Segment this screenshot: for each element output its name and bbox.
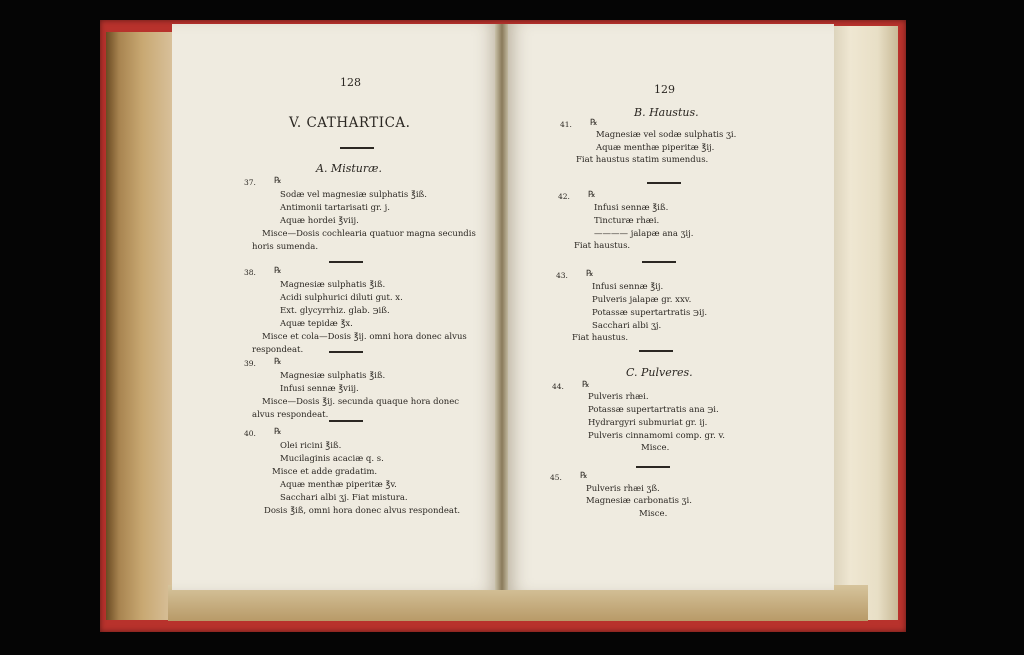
- ingredient-line: Aquæ hordei ℥viij.: [280, 216, 359, 226]
- divider: [329, 261, 363, 263]
- section-heading: C. Pulveres.: [626, 366, 693, 379]
- divider: [340, 147, 374, 149]
- section-heading: B. Haustus.: [634, 106, 699, 119]
- ingredient-line: Tincturæ rhæi.: [594, 216, 660, 226]
- divider: [329, 420, 363, 422]
- instruction-line: Misce.: [639, 509, 668, 519]
- ingredient-line: ———— jalapæ ana ʒij.: [594, 229, 694, 239]
- recipe-number: 42.: [558, 192, 570, 201]
- divider: [639, 350, 673, 352]
- ingredient-line: Ext. glycyrrhiz. glab. ℈iß.: [280, 306, 390, 316]
- rx-symbol: ℞: [586, 269, 594, 279]
- ingredient-line: Infusi sennæ ℥viij.: [280, 384, 359, 394]
- ingredient-line: Magnesiæ sulphatis ℥iß.: [280, 371, 386, 381]
- divider: [642, 261, 676, 263]
- rx-symbol: ℞: [590, 118, 598, 128]
- instruction-line: Misce—Dosis ℥ij. secunda quaque hora donec: [262, 397, 460, 407]
- left-page: [172, 24, 497, 590]
- right-page-edges: [830, 26, 898, 620]
- instruction-line: Misce.: [641, 443, 670, 453]
- ingredient-line: Aquæ tepidæ ℥x.: [280, 319, 353, 329]
- rx-symbol: ℞: [580, 471, 588, 481]
- rx-symbol: ℞: [274, 357, 282, 367]
- ingredient-line: Sodæ vel magnesiæ sulphatis ℥iß.: [280, 190, 427, 200]
- ingredient-line: Infusi sennæ ℥ij.: [592, 282, 664, 292]
- ingredient-line: Acidi sulphurici diluti gut. x.: [280, 293, 403, 303]
- instruction-line: respondeat.: [252, 345, 304, 355]
- bottom-page-edges: [168, 585, 868, 621]
- instruction-line: horis sumenda.: [252, 242, 319, 252]
- recipe-number: 38.: [244, 268, 256, 277]
- divider: [647, 182, 681, 184]
- divider: [329, 351, 363, 353]
- instruction-line: Misce—Dosis cochlearia quatuor magna secundis: [262, 229, 476, 239]
- instruction-line: alvus respondeat.: [252, 410, 329, 420]
- instruction-line: Fiat haustus.: [574, 241, 631, 251]
- ingredient-line: Sacchari albi ʒj.: [592, 321, 662, 331]
- ingredient-line: Hydrargyri submuriat gr. ij.: [588, 418, 708, 428]
- rx-symbol: ℞: [588, 190, 596, 200]
- page-number: 129: [654, 83, 675, 96]
- ingredient-line: Aquæ menthæ piperitæ ℥ij.: [596, 143, 715, 153]
- recipe-number: 40.: [244, 429, 256, 438]
- instruction-line: Fiat haustus statim sumendus.: [576, 155, 709, 165]
- recipe-number: 44.: [552, 382, 564, 391]
- recipe-number: 43.: [556, 271, 568, 280]
- recipe-number: 45.: [550, 473, 562, 482]
- ingredient-line: Aquæ menthæ piperitæ ℥v.: [280, 480, 397, 490]
- ingredient-line: Magnesiæ carbonatis ʒi.: [586, 496, 692, 506]
- ingredient-line: Pulveris rhæi.: [588, 392, 649, 402]
- ingredient-line: Potassæ supertartratis ana ℈i.: [588, 405, 719, 415]
- rx-symbol: ℞: [582, 380, 590, 390]
- ingredient-line: Pulveris rhæi ʒß.: [586, 484, 660, 494]
- ingredient-line: Pulveris cinnamomi comp. gr. v.: [588, 431, 725, 441]
- recipe-number: 39.: [244, 359, 256, 368]
- book-gutter: [495, 24, 509, 590]
- recipe-number: 37.: [244, 178, 256, 187]
- ingredient-line: Magnesiæ sulphatis ℥iß.: [280, 280, 386, 290]
- page-number: 128: [340, 76, 361, 89]
- section-heading: A. Misturæ.: [316, 162, 382, 175]
- ingredient-line: Misce et adde gradatim.: [272, 467, 378, 477]
- chapter-heading: V. CATHARTICA.: [289, 115, 411, 131]
- instruction-line: Dosis ℥iß, omni hora donec alvus respondeat.: [264, 506, 461, 516]
- left-page-edges: [106, 32, 172, 620]
- ingredient-line: Antimonii tartarisati gr. j.: [280, 203, 390, 213]
- instruction-line: Misce et cola—Dosis ℥ij. omni hora donec alvus: [262, 332, 467, 342]
- ingredient-line: Pulveris jalapæ gr. xxv.: [592, 295, 692, 305]
- ingredient-line: Infusi sennæ ℥iß.: [594, 203, 669, 213]
- ingredient-line: Magnesiæ vel sodæ sulphatis ʒi.: [596, 130, 737, 140]
- ingredient-line: Sacchari albi ʒj. Fiat mistura.: [280, 493, 408, 503]
- rx-symbol: ℞: [274, 266, 282, 276]
- ingredient-line: Mucilaginis acaciæ q. s.: [280, 454, 384, 464]
- rx-symbol: ℞: [274, 176, 282, 186]
- ingredient-line: Olei ricini ℥iß.: [280, 441, 342, 451]
- right-page: [508, 24, 834, 590]
- recipe-number: 41.: [560, 120, 572, 129]
- instruction-line: Fiat haustus.: [572, 333, 629, 343]
- rx-symbol: ℞: [274, 427, 282, 437]
- ingredient-line: Potassæ supertartratis ℈ij.: [592, 308, 708, 318]
- divider: [636, 466, 670, 468]
